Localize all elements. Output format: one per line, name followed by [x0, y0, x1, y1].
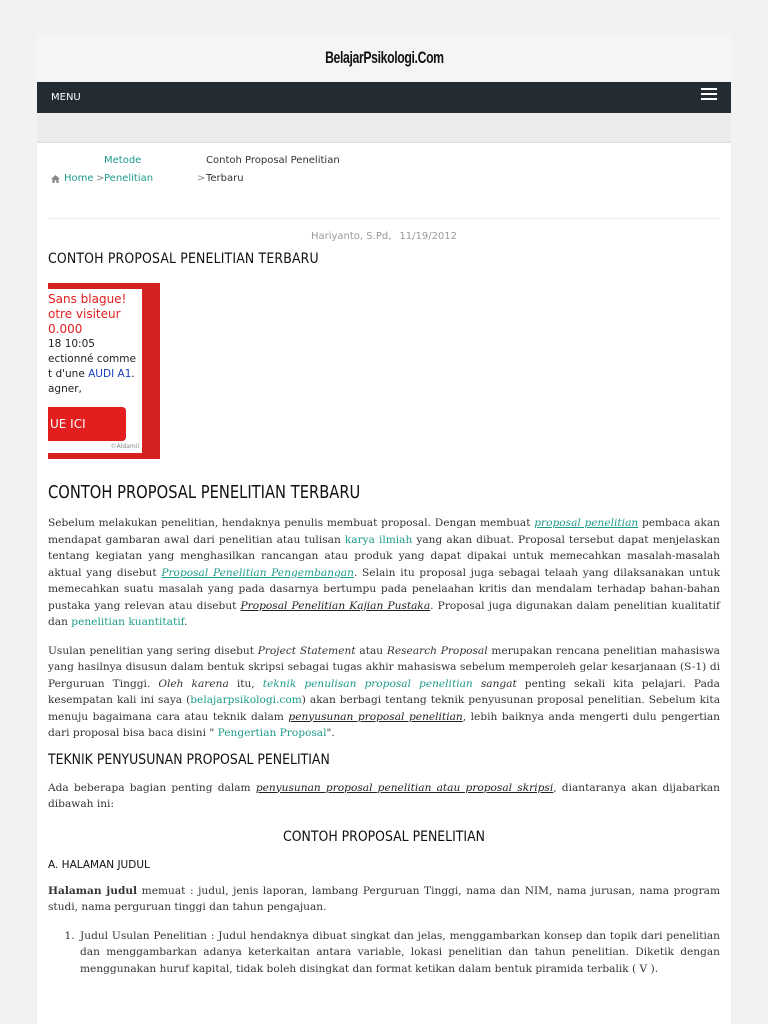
list-item: 1. Judul Usulan Penelitian : Judul hendaknya dibuat singkat dan jelas, menggambarkan konsep dan topik dari penelitian dan menggambarkan adanya keterkaitan antara variable, lokasi penelitian dan tahun penelitian. Diketik dengan menggunakan huruf kapital, tidak boleh disingkat dan format ketikan dalam bentuk piramida terbalik ( V ).	[78, 928, 720, 978]
link-kajian-pustaka[interactable]: Proposal Penelitian Kajian Pustaka	[240, 599, 431, 612]
post-title: CONTOH PROPOSAL PENELITIAN TERBARU	[48, 251, 319, 267]
link-proposal-penelitian[interactable]: proposal penelitian	[534, 517, 639, 529]
link-pengertian-proposal[interactable]: Pengertian Proposal	[217, 727, 327, 739]
menu-bar	[37, 82, 731, 113]
link-penelitian-kuantitatif[interactable]: penelitian kuantitatif	[71, 616, 185, 628]
ad-text: 18 10:05	[48, 338, 95, 350]
heading-contoh: CONTOH PROPOSAL PENELITIAN	[283, 828, 485, 845]
ad-text: otre visiteur	[48, 307, 121, 321]
ad-text: 0.000	[48, 322, 83, 336]
home-icon	[51, 175, 60, 183]
ad-headline: Sans blague!	[48, 292, 127, 306]
post-author[interactable]: Hariyanto, S.Pd,	[310, 231, 392, 242]
link-proposal-skripsi[interactable]: penyusunan proposal penelitian atau proposal skripsi	[255, 781, 554, 794]
breadcrumb-separator: >	[197, 173, 206, 184]
breadcrumb-separator: >	[96, 173, 105, 184]
site-header	[37, 34, 731, 82]
ad-text: t d'une AUDI A1.	[48, 368, 135, 380]
link-proposal-pengembangan[interactable]: Proposal Penelitian Pengembangan	[161, 566, 354, 579]
link-karya-ilmiah[interactable]: karya ilmiah	[344, 533, 413, 546]
breadcrumb-category-link-line2[interactable]: Penelitian	[104, 173, 154, 184]
post-content	[37, 157, 731, 977]
judul-list	[48, 928, 720, 978]
list-icon[interactable]	[701, 88, 717, 100]
sub-bar	[37, 113, 731, 143]
link-teknik-penulisan[interactable]: teknik penulisan proposal penelitian	[262, 677, 473, 690]
paragraph-halaman-judul: Halaman judul memuat : judul, jenis laporan, lambang Perguruan Tinggi, nama dan NIM, nama jurusan, nama program studi, nama perguruan tinggi dan tahun pengajuan.	[48, 884, 720, 913]
site-logo[interactable]: BelajarPsikologi.Com	[324, 48, 444, 67]
ad-panel	[48, 289, 142, 453]
ad-text: agner,	[48, 383, 82, 395]
post-date: 11/19/2012	[399, 231, 458, 242]
breadcrumb-category-link[interactable]: Metode	[104, 155, 142, 166]
link-belajarpsikologi[interactable]: belajarpsikologi.com	[190, 694, 302, 706]
paragraph-usulan: Usulan penelitian yang sering disebut Project Statement atau Research Proposal merupakan rencana penelitian mahasiswa yang hasilnya disusun dalam bentuk skripsi sebagai tugas akhir mahasiswa sebelum memperoleh gelar kesarjanaan (S-1) di Perguruan Tinggi. Oleh karena itu, teknik penulisan proposal penelitian sangat penting sekali kita pelajari. Pada kesempatan kali ini saya (belajarpsikologi.com) akan berbagi tentang teknik penyusunan proposal penelitian. Sebelum kita menuju bagaimana cara atau teknik dalam penyusunan proposal penelitian, lebih baiknya anda mengerti dulu pengertian dari proposal bisa baca disini " Pengertian Proposal".	[48, 644, 721, 739]
ad-text: ectionné comme	[48, 353, 136, 365]
breadcrumb	[48, 157, 720, 219]
ad-brand: AUDI A1	[88, 368, 132, 380]
breadcrumb-current: Contoh Proposal Penelitian	[206, 155, 340, 166]
heading-teknik: TEKNIK PENYUSUNAN PROPOSAL PENELITIAN	[48, 751, 330, 768]
link-penyusunan-proposal[interactable]: penyusunan proposal penelitian	[288, 710, 463, 723]
paragraph-intro: Sebelum melakukan penelitian, hendaknya penulis membuat proposal. Dengan membuat proposal penelitian pembaca akan mendapat gambaran awal dari penelitian atau tulisan karya ilmiah yang akan dibuat. Proposal tersebut dapat menjelaskan tentang kegiatan yang menghasilkan rancangan atau produk yang dapat dipakai untuk memecahkan masalah-masalah aktual yang disebut Proposal Penelitian Pengembangan. Selain itu proposal juga sebagai telaah yang dilaksanakan untuk memecahkan suatu masalah yang pada dasarnya bertumpu pada penelaahan kritis dan mendalam terhadap bahan-bahan pustaka yang relevan atau disebut Proposal Penelitian Kajian Pustaka. Proposal juga digunakan dalam penelitian kualitatif dan penelitian kuantitatif.	[48, 517, 721, 628]
ad-credit: ©Aldamil	[110, 443, 139, 450]
menu-button[interactable]: MENU	[51, 92, 81, 103]
ad-cta-button[interactable]: UE ICI	[48, 407, 126, 441]
post-meta	[48, 231, 720, 242]
paragraph-bagian: Ada beberapa bagian penting dalam penyusunan proposal penelitian atau proposal skripsi, diantaranya akan dijabarkan dibawah ini:	[48, 781, 720, 810]
section-heading: CONTOH PROPOSAL PENELITIAN TERBARU	[48, 483, 361, 503]
page	[37, 34, 731, 1024]
breadcrumb-home-link[interactable]: Home	[64, 173, 94, 184]
ad-banner[interactable]	[48, 283, 160, 459]
breadcrumb-current-line2: Terbaru	[206, 173, 244, 184]
heading-halaman-judul: A. HALAMAN JUDUL	[48, 858, 150, 871]
